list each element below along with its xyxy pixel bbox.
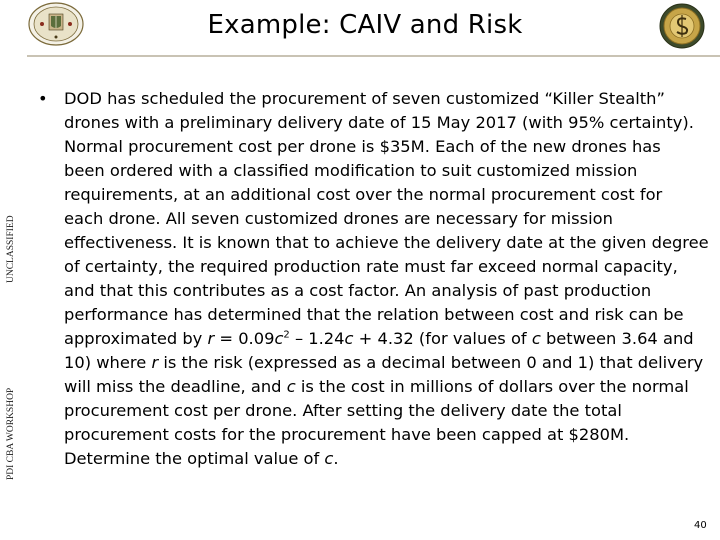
- formula-text: approximated by: [64, 329, 208, 348]
- variable-r: r: [151, 353, 159, 372]
- variable-c: c: [286, 377, 296, 396]
- paragraph-line: and that this contributes as a cost factor. An analysis of past production: [64, 281, 652, 300]
- line-text: will miss the deadline, and: [64, 377, 287, 396]
- paragraph-line: [64, 375, 714, 399]
- army-seal-logo: [28, 2, 84, 46]
- line-text: .: [333, 449, 339, 468]
- side-strip: [0, 0, 27, 540]
- problem-paragraph: [64, 87, 714, 471]
- line-text: Determine the optimal value of: [64, 449, 325, 468]
- bullet-marker: •: [38, 89, 48, 108]
- paragraph-line: effectiveness. It is known that to achieve the delivery date at the given degree: [64, 233, 709, 252]
- classification-label: UNCLASSIFIED: [6, 215, 16, 283]
- paragraph-line: procurement cost per drone. After setting the delivery date the total: [64, 401, 622, 420]
- formula-text: = 0.09: [214, 329, 275, 348]
- line-text: is the cost in millions of dollars over the normal: [295, 377, 689, 396]
- variable-c: c: [324, 449, 334, 468]
- paragraph-line: requirements, at an additional cost over the normal procurement cost for: [64, 185, 663, 204]
- paragraph-line: been ordered with a classified modification to suit customized mission: [64, 161, 638, 180]
- paragraph-line: procurement costs for the procurement have been capped at $280M.: [64, 425, 630, 444]
- paragraph-line: of certainty, the required production rate must far exceed normal capacity,: [64, 257, 678, 276]
- slide-title: Example: CAIV and Risk: [207, 10, 523, 40]
- paragraph-line: [64, 447, 714, 471]
- finance-seal-logo: [656, 2, 708, 50]
- title-divider: [27, 55, 720, 57]
- paragraph-line: [64, 351, 714, 375]
- paragraph-line: drones with a preliminary delivery date of 15 May 2017 (with 95% certainty).: [64, 113, 694, 132]
- paragraph-line: Normal procurement cost per drone is $35M. Each of the new drones has: [64, 137, 661, 156]
- variable-c: c: [531, 329, 541, 348]
- formula-text: – 1.24: [289, 329, 345, 348]
- variable-r: r: [207, 329, 215, 348]
- formula-text: + 4.32 (for values of: [353, 329, 532, 348]
- page-number: 40: [694, 520, 707, 531]
- variable-c: c: [344, 329, 354, 348]
- paragraph-line: each drone. All seven customized drones are necessary for mission: [64, 209, 613, 228]
- exponent: 2: [283, 329, 290, 341]
- line-text: is the risk (expressed as a decimal between 0 and 1) that delivery: [158, 353, 704, 372]
- line-text: 10) where: [64, 353, 152, 372]
- variable-c: c: [274, 329, 284, 348]
- workshop-label: PDI CBA WORKSHOP: [6, 387, 16, 480]
- paragraph-line: performance has determined that the relation between cost and risk can be: [64, 305, 684, 324]
- formula-line: [64, 327, 714, 351]
- formula-text: between 3.64 and: [540, 329, 694, 348]
- paragraph-line: DOD has scheduled the procurement of seven customized “Killer Stealth”: [64, 89, 665, 108]
